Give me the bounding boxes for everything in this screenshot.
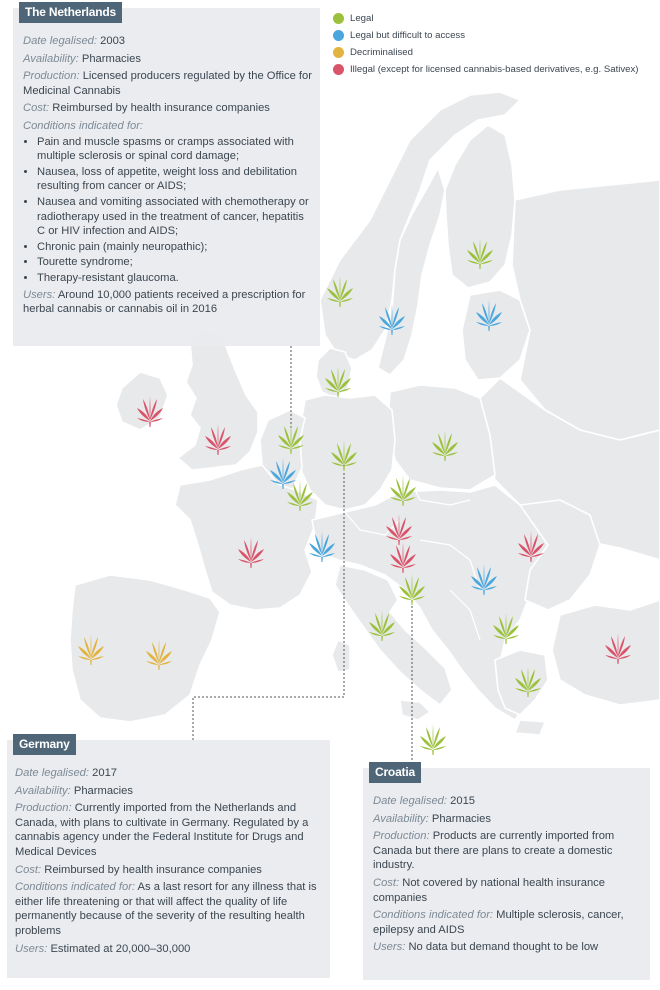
- legend-item-difficult: [333, 27, 639, 44]
- legend-label: Decriminalised: [350, 46, 413, 58]
- availability-value: Pharmacies: [73, 784, 133, 797]
- availability-value: Pharmacies: [81, 52, 141, 65]
- availability-value: Pharmacies: [431, 812, 491, 825]
- users-label: Users:: [23, 288, 56, 301]
- date-label: Date legalised:: [23, 35, 98, 47]
- cannabis-leaf-icon: [420, 724, 446, 755]
- list-item: • Chronic pain (mainly neuropathic);: [37, 240, 314, 255]
- cost-value: Reimbursed by health insurance companies: [44, 863, 262, 876]
- availability-label: Availability:: [23, 52, 79, 65]
- panel-title: Croatia: [369, 762, 421, 783]
- production-label: Production:: [15, 802, 72, 815]
- conditions-label: Conditions indicated for:: [15, 881, 136, 894]
- production-value: Currently imported from the Netherlands and Canada, with plans to cultivate in Germany. Regulated by a cannabis agency under the Federal Institute for Drugs and Medical Devices: [15, 802, 309, 858]
- date-value: 2017: [92, 767, 118, 779]
- panel-title: Germany: [13, 734, 76, 755]
- availability-label: Availability:: [373, 812, 429, 825]
- legend-item-illegal: [333, 61, 639, 78]
- list-item: • Therapy-resistant glaucoma.: [37, 271, 314, 286]
- list-item: • Nausea, loss of appetite, weight loss and debilitation resulting from cancer or AIDS;: [37, 165, 314, 194]
- conditions-label: Conditions indicated for:: [373, 909, 494, 922]
- users-value: No data but demand thought to be low: [408, 941, 599, 954]
- users-value: Estimated at 20,000–30,000: [50, 942, 191, 955]
- production-value: Products are currently imported from Canada but there are plans to create a domestic industry.: [373, 830, 615, 872]
- croatia-panel: [363, 765, 650, 980]
- date-label: Date legalised:: [373, 795, 448, 807]
- list-item: • Tourette syndrome;: [37, 255, 314, 270]
- legend-label: Illegal (except for licensed cannabis-based derivatives, e.g. Sativex): [350, 63, 639, 75]
- cost-value: Not covered by national health insurance companies: [373, 876, 605, 904]
- availability-label: Availability:: [15, 784, 71, 797]
- date-value: 2015: [450, 795, 476, 807]
- legend-label: Legal: [350, 12, 374, 24]
- cost-value: Reimbursed by health insurance companies: [52, 102, 270, 115]
- legend-item-legal: [333, 10, 639, 27]
- conditions-value: As a last resort for any illness that is either life threatening or that will affect the quality of life permanently because of the severity of the resulting health problems: [15, 881, 317, 937]
- cost-label: Cost:: [23, 102, 50, 115]
- legal-dot-icon: [333, 13, 344, 24]
- germany-panel: [7, 737, 330, 978]
- list-item: • Nausea and vomiting associated with chemotherapy or radiotherapy used in the treatment of cancer, hepatitis C or HIV infection and AIDS;: [37, 195, 314, 239]
- date-value: 2003: [100, 35, 126, 47]
- netherlands-panel: [13, 5, 320, 346]
- users-value: Around 10,000 patients received a prescription for herbal cannabis or cannabis oil in 2016: [23, 288, 306, 316]
- production-label: Production:: [373, 830, 430, 843]
- panel-title: The Netherlands: [19, 2, 122, 23]
- legend-item-decriminalised: [333, 44, 639, 61]
- cost-label: Cost:: [373, 876, 400, 889]
- decriminalised-dot-icon: [333, 47, 344, 58]
- legend: [333, 10, 639, 78]
- production-value: Licensed producers regulated by the Office for Medicinal Cannabis: [23, 70, 312, 97]
- conditions-list: [23, 135, 314, 286]
- date-label: Date legalised:: [15, 767, 90, 779]
- legend-label: Legal but difficult to access: [350, 29, 466, 41]
- cost-label: Cost:: [15, 863, 42, 876]
- conditions-value: Multiple sclerosis, cancer, epilepsy and AIDS: [373, 909, 624, 936]
- production-label: Production:: [23, 70, 80, 83]
- illegal-dot-icon: [333, 64, 344, 75]
- users-label: Users:: [373, 941, 406, 954]
- difficult-dot-icon: [333, 30, 344, 41]
- list-item: • Pain and muscle spasms or cramps associated with multiple sclerosis or spinal cord damage;: [37, 135, 314, 164]
- conditions-label: Conditions indicated for:: [23, 119, 144, 132]
- users-label: Users:: [15, 942, 48, 955]
